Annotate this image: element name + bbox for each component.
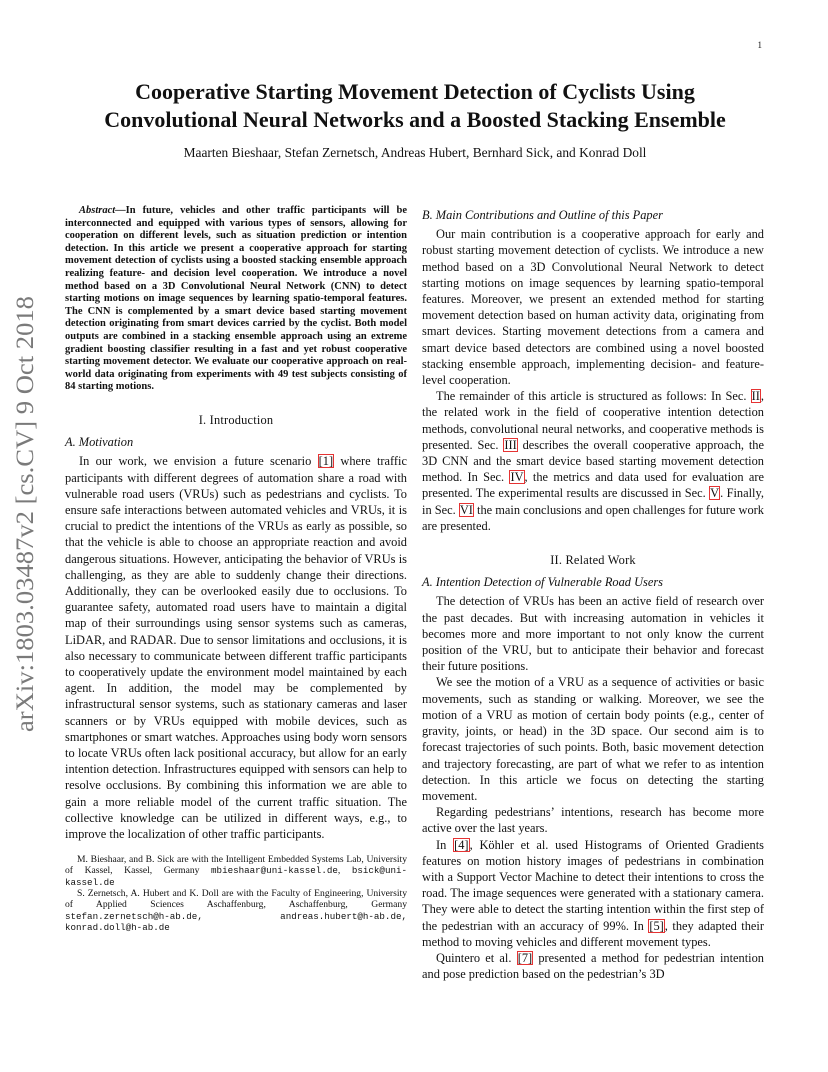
citation-link[interactable]: [4] xyxy=(454,837,469,852)
text-span: M. Bieshaar, and B. Sick are with the Intelligent Embedded Systems Lab, University of Kassel, Kassel, Germany xyxy=(65,854,407,877)
arxiv-identifier xyxy=(2,294,46,734)
paragraph-motivation xyxy=(65,453,407,842)
right-column xyxy=(422,205,764,982)
paper-title xyxy=(60,78,770,134)
citation-link[interactable]: [5] xyxy=(649,918,664,933)
text-span: presented a method for pedestrian intention and pose prediction based on the pedestrian’s 3D xyxy=(422,950,764,982)
arxiv-identifier-text: arXiv:1803.03487v2 [cs.CV] 9 Oct 2018 xyxy=(10,314,39,732)
left-column xyxy=(65,205,407,933)
text-span: In our work, we envision a future scenario xyxy=(79,454,318,469)
subsection-heading-intention-detection: A. Intention Detection of Vulnerable Road Users xyxy=(422,575,663,590)
text-span: The remainder of this article is structured as follows: In Sec. xyxy=(436,389,751,404)
footnote-affiliation-2 xyxy=(65,888,407,933)
paragraph-related-4 xyxy=(422,837,764,950)
section-link[interactable]: III xyxy=(504,437,517,452)
abstract-lead: Abstract xyxy=(79,205,116,216)
section-link[interactable]: II xyxy=(751,389,760,404)
text-span: Quintero et al. xyxy=(436,950,517,965)
text-span: , the related work in the field of cooperative intention detection methods, convolutional neural networks, and cooperative methods is presented. Sec. xyxy=(422,389,764,452)
text-span: S. Zernetsch, A. Hubert and K. Doll are with the Faculty of Engineering, University of Applied Sciences Aschaffenburg, Aschaffenburg, Germany xyxy=(65,888,407,911)
text-span: , they adapted their method to moving vehicles and different movement types. xyxy=(422,918,764,949)
subsection-heading-motivation: A. Motivation xyxy=(65,435,134,450)
email-link[interactable]: bsick@uni-kassel.de xyxy=(65,865,407,888)
section-link[interactable]: V xyxy=(710,486,720,501)
page-number: 1 xyxy=(757,40,762,50)
paragraph-related-2: We see the motion of a VRU as a sequence of activities or basic movements, such as standing or walking. Moreover, we see the motion of a VRU as motion of certain body points (e.g., center of gravity, joints, or head) in the 3D space. Our second aim is to forecast trajectories of such points. Both, basic movement detection and trajectory forecasting, are part of what we refer to as intention detection. In this article we focus on detecting the starting movement. xyxy=(422,675,764,803)
paragraph-contributions: Our main contribution is a cooperative approach for early and robust starting movement detection of cyclists. We introduce a new method based on a 3D Convolutional Neural Network to detect starting motions on image sequences by learning spatio-temporal features. Moreover, we present an extended method for starting movement detection based on human activity data, originating from smart devices. Starting movement detections from a camera and smart device based detectors are combined using a novel boosted stacking ensemble approach, implementing decision- and feature-level cooperation. xyxy=(422,227,764,388)
paragraph-outline xyxy=(422,388,764,534)
text-span: where traffic participants with different degrees of automation share a road with vulnerable road users (VRUs) such as pedestrians and cyclists. To ensure safe interactions between automated vehicles and VRUs, it is crucial to predict the intentions of the VRUs as early as possible, so that the vehicle is able to choose an appropriate reaction and avoid dangerous situations. However, anticipating the behavior of VRUs is challenging, as they are able to suddenly change their directions. Additionally, they can be overlooked easily due to occlusions. To guarantee safety, automated road users have to maintain a digital map of their surroundings using sensor systems such as cameras, LiDAR, and RADAR. Due to sensor limitations and occlusions, it is also necessary to communicate between different traffic participants to cooperatively update the environment model maintained by each agent. In addition, the model may be complemented by infrastructural sensor systems, such as stationary cameras and laser scanners or by VRUs equipped with mobile devices, such as smartphones or smart watches. Approaches using body worn sensors to locate VRUs often lack positional accuracy, but allow for an early intention detection. Infrastructures equipped with sensors can help to resolve occlusions. By combining this information we are able to gain a more reliable model of the current traffic situation. The collective knowledge can be utilized in different ways, e.g., to improve the localization of other traffic participants. xyxy=(65,454,407,841)
email-link[interactable]: mbieshaar@uni-kassel.de xyxy=(211,865,338,877)
section-link[interactable]: IV xyxy=(510,470,524,485)
text-span: In xyxy=(436,837,454,852)
text-span: , the metrics and data used for evaluation are presented. The experimental results are discussed in Sec. xyxy=(422,470,764,501)
text-span: the main conclusions and open challenges for future work are presented. xyxy=(422,502,764,533)
title-line-1: Cooperative Starting Movement Detection of Cyclists Using xyxy=(135,79,695,104)
footnote-affiliation-1: M. Bieshaar, and B. Sick are with the Intelligent Embedded Systems Lab, University of Kassel, Kassel, Germany mbieshaar@uni-kassel.de, bsick@uni-kassel.de xyxy=(65,854,407,888)
citation-link[interactable]: [7] xyxy=(517,950,533,965)
abstract xyxy=(65,205,407,394)
section-heading-introduction: I. Introduction xyxy=(198,412,274,427)
footnotes xyxy=(65,854,407,933)
text-span: , Köhler et al. used Histograms of Oriented Gradients features on motion history images of pedestrians in combination with a Support Vector Machine to detect their intentions to cross the road. The image sequences were generated with a stationary camera. They were able to detect the starting intention within the first step of the pedestrian with an accuracy of 99%. In xyxy=(422,837,765,933)
author-list: Maarten Bieshaar, Stefan Zernetsch, Andreas Hubert, Bernhard Sick, and Konrad Doll xyxy=(183,145,647,160)
paragraph-related-1: The detection of VRUs has been an active field of research over the past decades. But with increasing automation in vehicles it becomes more and more important to not only know the current position of the VRU, but to anticipate their behavior and forecast their future positions. xyxy=(422,594,764,674)
citation-link[interactable]: [1] xyxy=(318,454,334,469)
text-span: describes the overall cooperative approach, the 3D CNN and the smart device based starting movement detection method. In Sec. xyxy=(422,437,764,485)
email-link[interactable]: stefan.zernetsch@h-ab.de, andreas.hubert@h-ab.de, konrad.doll@h-ab.de xyxy=(65,910,407,933)
text-span: . Finally, in Sec. xyxy=(422,486,764,517)
paragraph-related-3: Regarding pedestrians’ intentions, research has become more active over the last years. xyxy=(422,805,764,836)
abstract-text: —In future, vehicles and other traffic participants will be interconnected and equipped with various types of sensors, allowing for cooperation on different levels, such as situation prediction or intention detection. In this article we present a cooperative approach for starting movement detection of cyclists using a boosted stacking ensemble approach realizing feature- and decision level cooperation. We introduce a novel method based on a 3D Convolutional Neural Network (CNN) to detect starting motions on image sequences by learning spatio-temporal features. The CNN is complemented by a smart device based starting movement detection originating from smart devices carried by the cyclist. Both model outputs are combined in a stacking ensemble approach using an extreme gradient boosting classifier resulting in a fast and yet robust cooperative starting movement detector. We evaluate our cooperative approach on real-world data originating from experiments with 49 test subjects consisting of 84 starting motions. xyxy=(65,205,407,393)
title-line-2: Convolutional Neural Networks and a Boosted Stacking Ensemble xyxy=(104,107,726,132)
section-heading-related-work: II. Related Work xyxy=(550,553,636,568)
section-link[interactable]: VI xyxy=(459,502,473,517)
paragraph-related-5 xyxy=(422,950,764,982)
subsection-heading-contributions: B. Main Contributions and Outline of this Paper xyxy=(422,208,663,222)
